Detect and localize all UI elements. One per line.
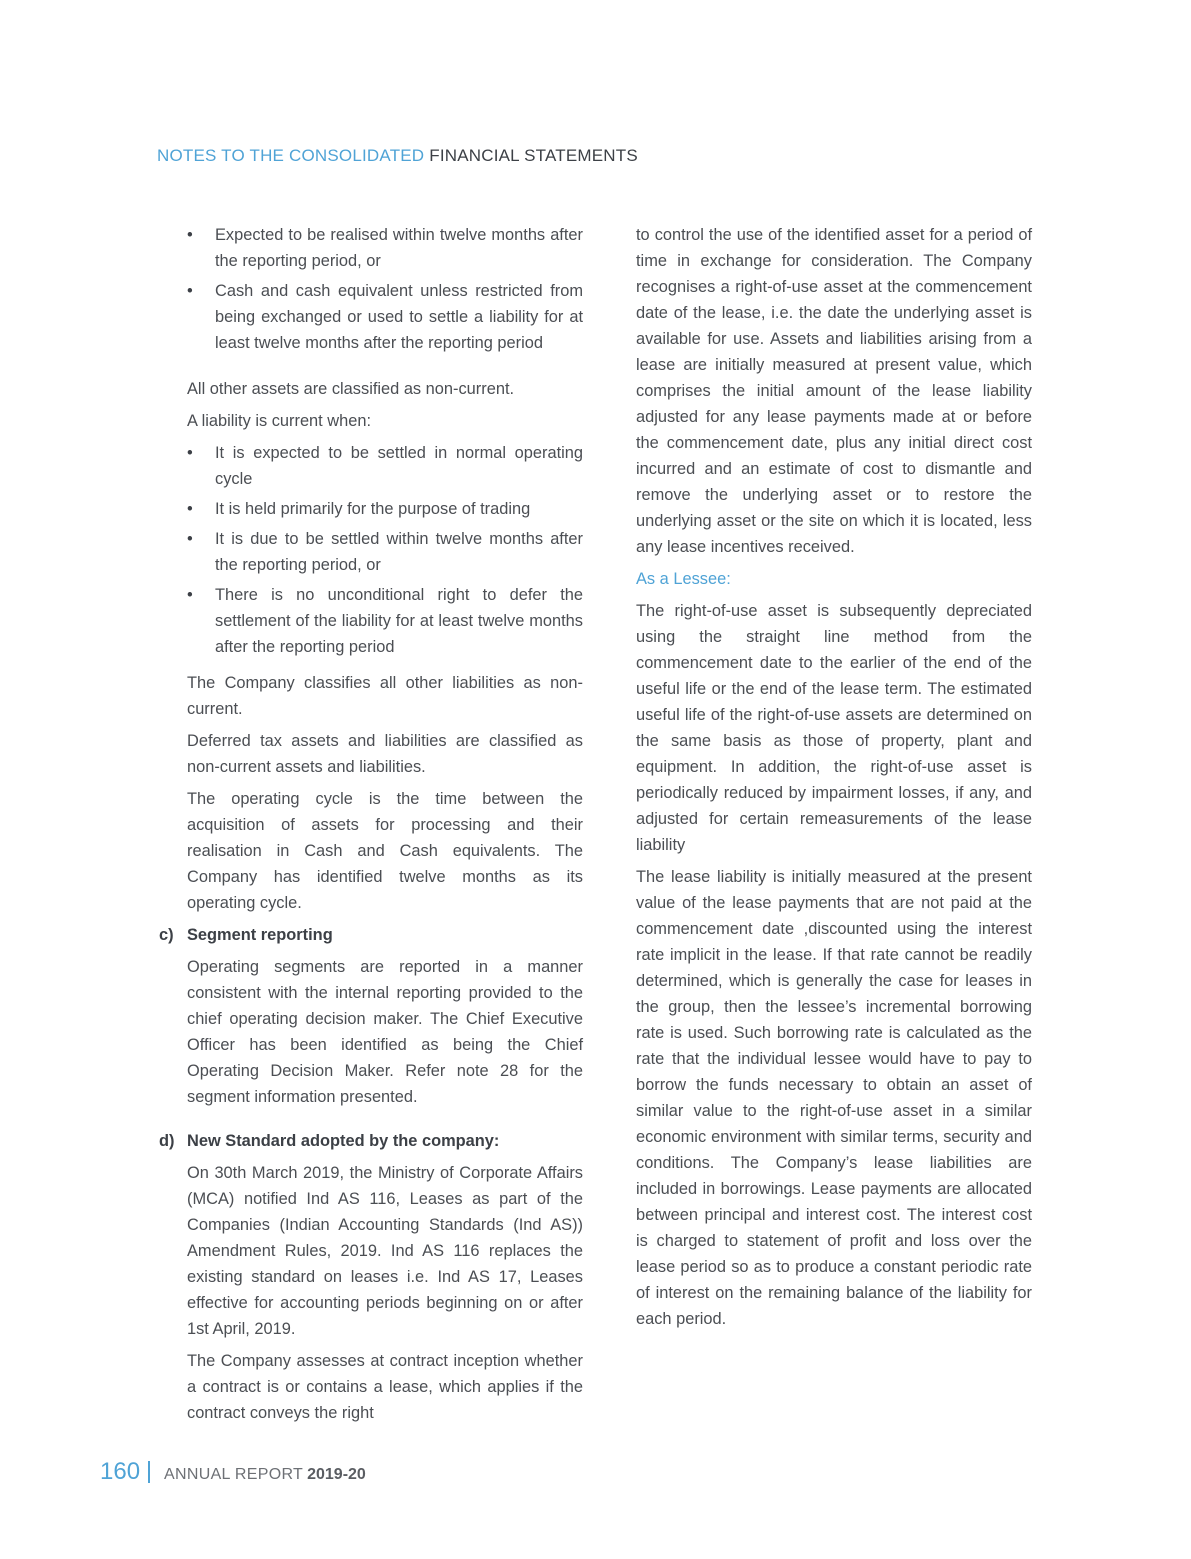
- paragraph-other-assets: All other assets are classified as non-current.: [187, 380, 515, 398]
- report-year: 2019-20: [307, 1466, 366, 1483]
- paragraph-assess: The Company assesses at contract inception whether a contract is or contains a lease, which applies if the contract conveys the right: [187, 1352, 583, 1422]
- paragraph-lease-liability: The lease liability is initially measured at the present value of the lease payments that are not paid at the commencement date ,discounted using the interest rate implicit in the lease. If that rate cannot be readily determined, which is generally the case for leases in the group, then the lessee’s incremental borrowing rate is used. Such borrowing rate is calculated as the rate that the individual lessee would have to pay to borrow the funds necessary to obtain an asset of similar value to the right-of-use asset in a similar economic environment with similar terms, security and conditions. The Company’s lease liabilities are included in borrowings. Lease payments are allocated between principal and interest cost. The interest cost is charged to statement of profit and loss over the lease period so as to produce a constant periodic rate of interest on the remaining balance of the liability for each period.: [636, 868, 1032, 1328]
- section-title: New Standard adopted by the company:: [187, 1132, 500, 1150]
- list-item: • Expected to be realised within twelve months after the reporting period, or: [187, 222, 583, 274]
- section-title: Segment reporting: [187, 926, 333, 944]
- liability-criteria-list: [187, 440, 583, 660]
- list-item: • It is due to be settled within twelve months after the reporting period, or: [187, 526, 583, 578]
- paragraph-operating-cycle: The operating cycle is the time between the acquisition of assets for processing and their realisation in Cash and Cash equivalents. The Company has identified twelve months as its operating cycle.: [187, 790, 583, 912]
- asset-criteria-list: [187, 222, 583, 356]
- list-item: • Cash and cash equivalent unless restricted from being exchanged or used to settle a liability for at least twelve months after the reporting period: [187, 278, 583, 356]
- paragraph-segment: Operating segments are reported in a manner consistent with the internal reporting provided to the chief operating decision maker. The Chief Executive Officer has been identified as being the Chief Operating Decision Maker. Refer note 28 for the segment information presented.: [187, 958, 583, 1106]
- paragraph-right-of-use: The right-of-use asset is subsequently depreciated using the straight line method from the commencement date to the earlier of the end of the useful life or the end of the lease term. The estimated useful life of the right-of-use assets are determined on the same basis as those of property, plant and equipment. In addition, the right-of-use asset is periodically reduced by impairment losses, if any, and adjusted for certain remeasurements of the lease liability: [636, 602, 1032, 854]
- page-number: 160: [100, 1458, 141, 1485]
- section-letter: d): [159, 1132, 175, 1150]
- paragraph-liability-current: A liability is current when:: [187, 412, 372, 430]
- section-letter: c): [159, 926, 174, 944]
- left-column: [159, 222, 583, 1426]
- section-heading-new-standard: [159, 1128, 583, 1154]
- footer-divider: [148, 1461, 150, 1483]
- paragraph-other-liabilities: The Company classifies all other liabilities as non-current.: [187, 674, 583, 718]
- section-heading-segment: [159, 922, 583, 948]
- subheading-lessee: As a Lessee:: [636, 570, 731, 588]
- page-footer: [100, 1458, 366, 1486]
- report-name: ANNUAL REPORT: [164, 1466, 304, 1483]
- list-item: • There is no unconditional right to defer the settlement of the liability for at least twelve months after the reporting period: [187, 582, 583, 660]
- list-item: • It is held primarily for the purpose of trading: [187, 496, 583, 522]
- paragraph-mca: On 30th March 2019, the Ministry of Corporate Affairs (MCA) notified Ind AS 116, Leases as part of the Companies (Indian Accounting Standards (Ind AS)) Amendment Rules, 2019. Ind AS 116 replaces the existing standard on leases i.e. Ind AS 17, Leases effective for accounting periods beginning on or after 1st April, 2019.: [187, 1164, 583, 1338]
- page-header: [157, 146, 638, 166]
- right-column: [636, 222, 1032, 1338]
- list-item: • It is expected to be settled in normal operating cycle: [187, 440, 583, 492]
- paragraph-lease-continued: to control the use of the identified asset for a period of time in exchange for consideration. The Company recognises a right-of-use asset at the commencement date of the lease, i.e. the date the underlying asset is available for use. Assets and liabilities arising from a lease are initially measured at present value, which comprises the initial amount of the lease liability adjusted for any lease payments made at or before the commencement date, plus any initial direct cost incurred and an estimate of cost to dismantle and remove the underlying asset or to restore the underlying asset or the site on which it is located, less any lease incentives received.: [636, 226, 1032, 556]
- header-accent: NOTES TO THE CONSOLIDATED: [157, 146, 425, 165]
- paragraph-deferred-tax: Deferred tax assets and liabilities are classified as non-current assets and liabilities.: [187, 732, 583, 776]
- header-title: FINANCIAL STATEMENTS: [429, 146, 638, 165]
